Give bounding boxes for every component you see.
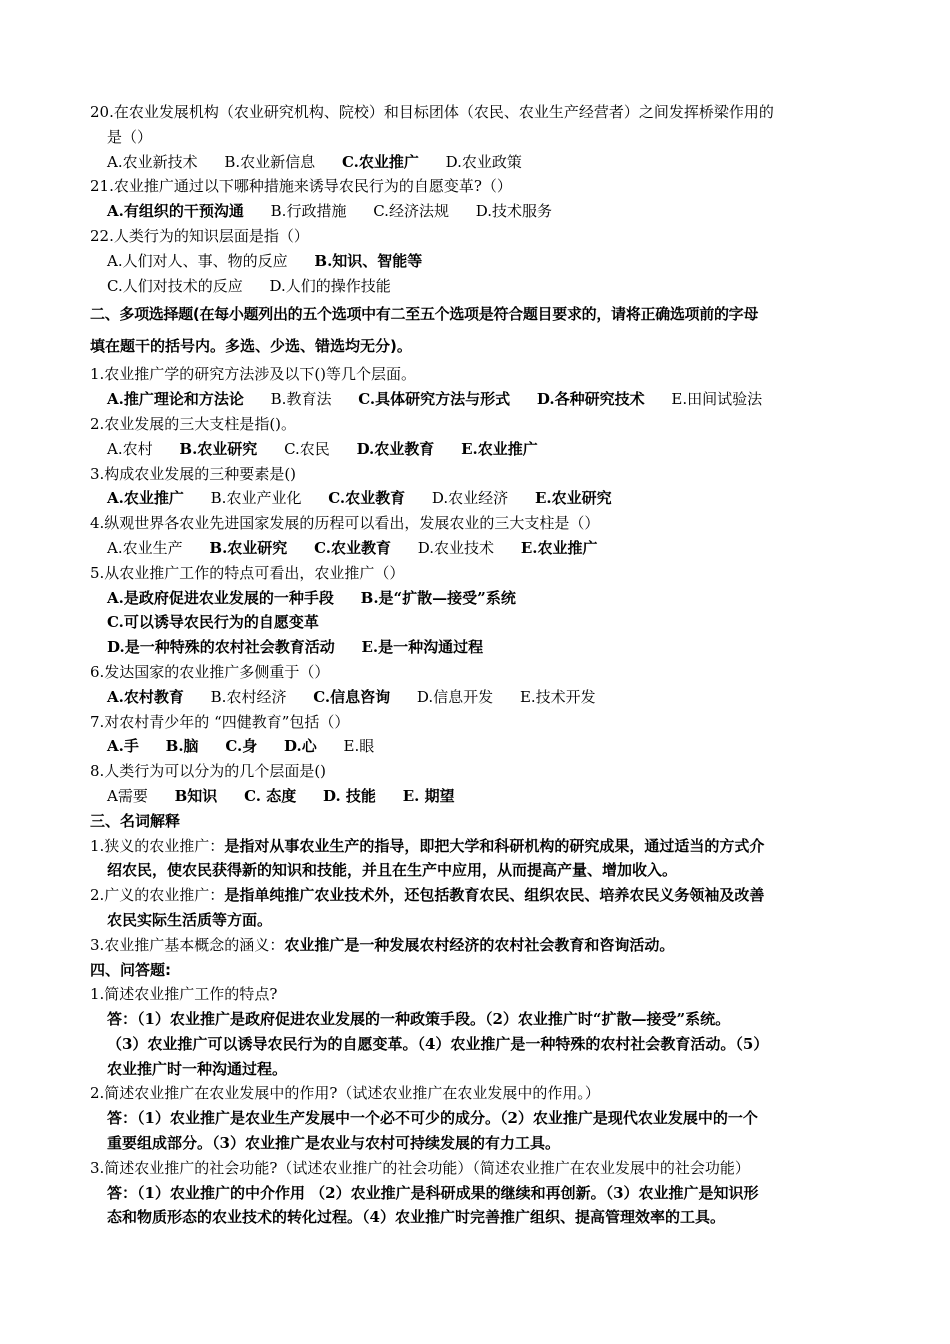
term-1 [90,834,870,859]
term-2-label: 2.广义的农业推广： [90,886,225,905]
multi-question-1-options [90,387,870,412]
option-d: D.农业政策 [445,152,522,171]
option-e-answer: E. 期望 [402,786,455,805]
option-e-answer: E.农业推广 [461,439,538,458]
option-a-answer: A.推广理论和方法论 [107,390,244,409]
option-a-answer: A.是政府促进农业发展的一种手段 [107,588,334,607]
essay-answer-3-line2: 态和物质形态的农业技术的转化过程。（4）农业推广时完善推广组织、提高管理效率的工具。 [107,1208,725,1227]
option-d-answer: D.心 [284,737,317,756]
option-d-answer: D.农业教育 [356,439,435,458]
term-1-cont: 绍农民，使农民获得新的知识和技能，并且在生产中应用，从而提高产量、增加收入。 [107,861,678,880]
multi-question-1: 1.农业推广学的研究方法涉及以下()等几个层面。 [90,365,417,384]
essay-answer-1-line3: 农业推广时一种沟通过程。 [107,1059,288,1078]
option-e: E.技术开发 [519,687,596,706]
question-22: 22.人类行为的知识层面是指（） [90,226,309,245]
option-e: E.眼 [343,737,375,756]
multi-question-5-options-row3 [90,635,870,660]
essay-answer-1-line2: （3）农业推广可以诱导农民行为的自愿变革。（4）农业推广是一种特殊的农村社会教育活动。（5） [107,1034,769,1053]
option-b-answer: B.农业研究 [179,439,258,458]
question-20-cont: 是（） [107,127,153,146]
option-b: B.农业产业化 [210,489,302,508]
term-3-definition: 农业推广是一种发展农村经济的农村社会教育和咨询活动。 [284,935,675,954]
option-d-answer: D.各种研究技术 [536,390,645,409]
option-a-answer: A.有组织的干预沟通 [107,202,244,221]
option-a: A.农业生产 [107,538,183,557]
multi-question-2-options [90,437,870,462]
option-d: D.技术服务 [475,202,552,221]
question-21: 21.农业推广通过以下哪种措施来诱导农民行为的自愿变革?（） [90,177,512,196]
question-21-options [90,199,870,224]
essay-answer-1-line1: 答：（1）农业推广是政府促进农业发展的一种政策手段。（2）农业推广时“扩散—接受”系统。 [107,1010,731,1029]
multi-question-5: 5.从农业推广工作的特点可看出，农业推广（） [90,563,405,582]
term-2-definition: 是指单纯推广农业技术外，还包括教育农民、组织农民、培养农民义务领袖及改善 [224,886,765,905]
term-2 [90,883,870,908]
term-3-label: 3.农业推广基本概念的涵义： [90,935,285,954]
option-c-answer: C.身 [225,737,258,756]
multi-question-4-options [90,536,870,561]
section-3-heading: 三、名词解释 [90,811,181,830]
option-a: A.农村 [107,439,153,458]
option-c-answer: C.可以诱导农民行为的自愿变革 [107,613,319,632]
multi-question-4: 4.纵观世界各农业先进国家发展的历程可以看出，发展农业的三大支柱是（） [90,514,600,533]
option-b-answer: B知识 [174,786,218,805]
section-2-heading-cont: 填在题干的括号内。多选、少选、错选均无分)。 [90,337,412,356]
multi-question-3: 3.构成农业发展的三种要素是() [90,464,297,483]
essay-answer-2-line2: 重要组成部分。（3）农业推广是农业与农村可持续发展的有力工具。 [107,1134,560,1153]
option-b-answer: B.农业研究 [209,538,288,557]
question-22-options-row2 [90,274,870,299]
essay-answer-3-line1: 答：（1）农业推广的中介作用 （2）农业推广是科研成果的继续和再创新。（3）农业推广是知识形 [107,1183,759,1202]
document-page [90,100,870,1230]
option-c-answer: C.农业教育 [314,538,391,557]
term-1-definition: 是指对从事农业生产的指导，即把大学和科研机构的研究成果，通过适当的方式介 [224,836,765,855]
essay-question-1: 1.简述农业推广工作的特点? [90,985,278,1004]
option-a: A.人们对人、事、物的反应 [107,251,288,270]
term-3 [90,933,870,958]
term-2-cont: 农民实际生活质等方面。 [107,910,273,929]
option-d: D.农业技术 [417,538,495,557]
option-b-answer: B.是“扩散—接受”系统 [360,588,516,607]
option-a-answer: A.农村教育 [107,687,184,706]
option-c-answer: C. 态度 [244,786,297,805]
option-a-answer: A.手 [107,737,139,756]
option-b-answer: B.知识、智能等 [314,251,423,270]
essay-question-3: 3.简述农业推广的社会功能?（试述农业推广的社会功能）（简述农业推广在农业发展中的社会功能） [90,1158,750,1177]
option-a: A.农业新技术 [107,152,198,171]
section-2-heading: 二、多项选择题(在每小题列出的五个选项中有二至五个选项是符合题目要求的，请将正确选项前的字母 [90,305,759,324]
option-c: C.经济法规 [373,202,449,221]
option-b: B.农业新信息 [224,152,316,171]
multi-question-6-options [90,685,870,710]
multi-question-8-options [90,784,870,809]
option-b-answer: B.脑 [165,737,199,756]
multi-question-6: 6.发达国家的农业推广多侧重于（） [90,662,330,681]
multi-question-3-options [90,486,870,511]
option-d: D.人们的操作技能 [269,276,391,295]
multi-question-5-options-row1 [90,586,870,611]
option-e-answer: E.农业推广 [520,538,598,557]
multi-question-8: 8.人类行为可以分为的几个层面是() [90,762,327,781]
multi-question-7: 7.对农村青少年的 “四健教育”包括（） [90,712,350,731]
option-c-answer: C.农业推广 [341,152,419,171]
option-d: D.信息开发 [416,687,494,706]
option-b: B.农村经济 [210,687,287,706]
section-4-heading: 四、问答题: [90,960,171,979]
option-a-answer: A.农业推广 [107,489,184,508]
multi-question-5-options-row2 [90,610,870,635]
option-d-answer: D.是一种特殊的农村社会教育活动 [107,638,335,657]
essay-question-2: 2.简述农业推广在农业发展中的作用?（试述农业推广在农业发展中的作用。） [90,1084,600,1103]
option-c-answer: C.具体研究方法与形式 [358,390,511,409]
question-20: 20.在农业发展机构（农业研究机构、院校）和目标团体（农民、农业生产经营者）之间发挥桥梁作用的 [90,103,774,121]
option-b: B.教育法 [270,390,332,409]
option-c-answer: C.信息咨询 [313,687,391,706]
option-c-answer: C.农业教育 [328,489,406,508]
option-d: D.农业经济 [431,489,509,508]
option-c: C.人们对技术的反应 [107,276,243,295]
option-e-answer: E.是一种沟通过程 [361,638,484,657]
option-b: B.行政措施 [270,202,347,221]
option-c: C.农民 [284,439,330,458]
option-e-answer: E.农业研究 [534,489,612,508]
essay-answer-2-line1: 答：（1）农业推广是农业生产发展中一个必不可少的成分。（2）农业推广是现代农业发展中的一个 [107,1109,758,1128]
option-e: E.田间试验法 [671,390,763,409]
option-d-answer: D. 技能 [323,786,376,805]
option-a: A需要 [107,786,148,805]
question-20-options [90,150,870,175]
term-1-label: 1.狭义的农业推广： [90,836,225,855]
multi-question-7-options [90,734,870,759]
question-22-options-row1 [90,249,870,274]
multi-question-2: 2.农业发展的三大支柱是指()。 [90,414,297,433]
